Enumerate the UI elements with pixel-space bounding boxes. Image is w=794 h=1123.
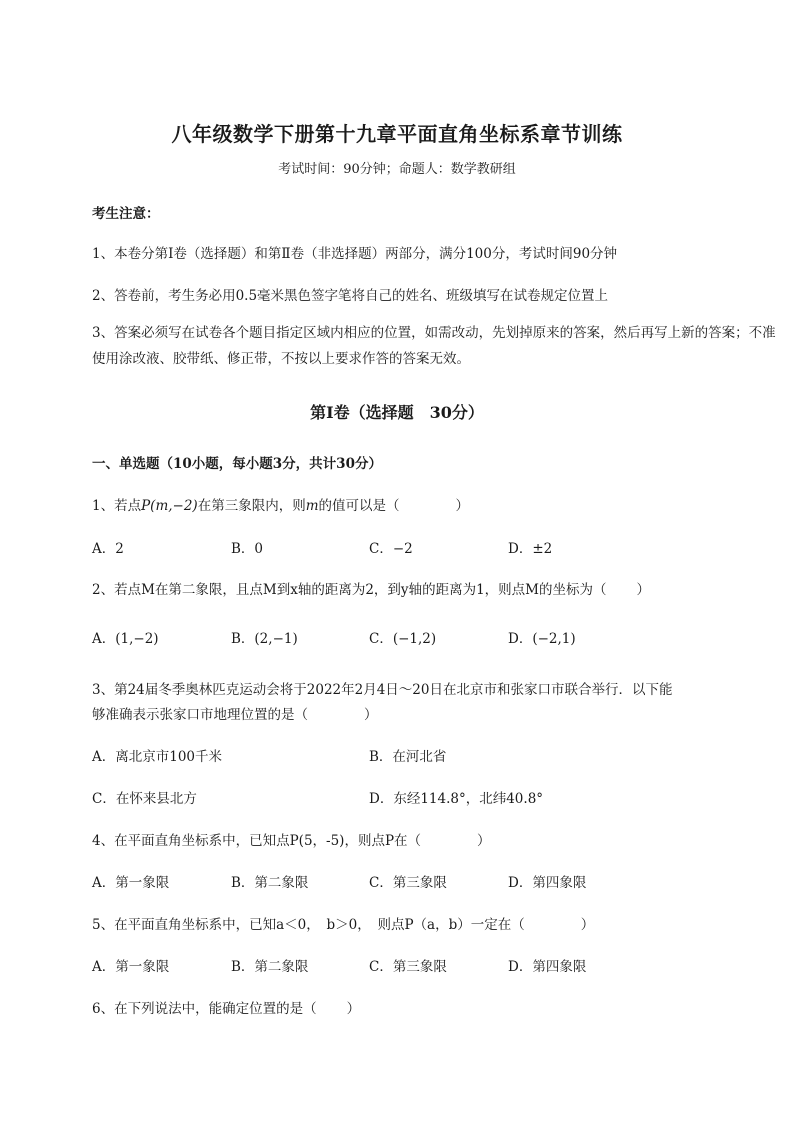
q3-option-c: C．在怀来县北方 (92, 791, 197, 807)
q4-text-end: ） (477, 833, 491, 849)
q1-option-d: D．±2 (508, 541, 553, 557)
question-1-stem (92, 494, 772, 514)
q6-text: 6、在下列说法中，能确定位置的是（ (92, 1001, 317, 1017)
q3-text-end: ） (364, 707, 378, 723)
notice-item-3: 3、答案必须写在试卷各个题目指定区域内相应的位置，如需改动，先划掉原来的答案，然后再写上新的答案；不准使用涂改液、胶带纸、修正带，不按以上要求作答的答案无效。 (92, 325, 776, 367)
q3-text: 够准确表示张家口市地理位置的是（ (92, 707, 308, 723)
question-6-stem (92, 997, 772, 1017)
q1-text-c: 的值可以是（ (318, 498, 400, 514)
q1-text-d: ） (455, 498, 470, 514)
q1-math-m: m (305, 498, 319, 514)
section-title: 第I卷（选择题 30分） (310, 403, 484, 422)
notice-item-2: 2、答卷前，考生务必用0.5毫米黑色签字笔将自己的姓名、班级填写在试卷规定位置上 (92, 288, 609, 304)
part-title: 一、单选题（10小题，每小题3分，共计30分） (92, 456, 382, 472)
q1-math-point: P(m,−2) (141, 498, 198, 514)
q2-option-d: D．(−2,1) (508, 631, 576, 647)
question-5-stem (92, 913, 772, 933)
exam-subtitle: 考试时间：90分钟；命题人：数学教研组 (278, 162, 516, 177)
q3-option-d: D．东经114.8°，北纬40.8° (369, 791, 544, 807)
question-3-stem-line2 (92, 703, 772, 723)
q2-option-c: C．(−1,2) (369, 631, 437, 647)
q5-option-d: D．第四象限 (508, 959, 587, 975)
q5-option-c: C．第三象限 (369, 959, 447, 975)
q2-text: 2、若点M在第二象限，且点M到x轴的距离为2，到y轴的距离为1，则点M的坐标为（ (92, 582, 607, 598)
notice-item-1: 1、本卷分第I卷（选择题）和第Ⅱ卷（非选择题）两部分，满分100分，考试时间90分钟 (92, 246, 618, 262)
q1-option-c: C．−2 (369, 541, 413, 557)
q5-text: 5、在平面直角坐标系中，已知a＜0， b＞0， 则点P（a，b）一定在（ (92, 917, 525, 933)
q1-text-b: 在第三象限内，则 (197, 498, 306, 514)
q5-option-a: A．第一象限 (92, 959, 170, 975)
q3-option-b: B．在河北省 (369, 749, 447, 765)
q5-text-end: ） (580, 917, 595, 933)
q2-option-b: B．(2,−1) (231, 631, 298, 647)
q6-text-end: ） (346, 1001, 361, 1017)
q3-option-a: A．离北京市100千米 (92, 749, 223, 765)
question-4-stem (92, 829, 772, 849)
q4-option-c: C．第三象限 (369, 875, 447, 891)
q2-text-end: ） (636, 582, 650, 598)
q4-option-b: B．第二象限 (231, 875, 309, 891)
q1-option-a: A．2 (92, 541, 124, 557)
question-2-stem (92, 578, 772, 598)
q4-text: 4、在平面直角坐标系中，已知点P(5，-5)，则点P在（ (92, 833, 422, 849)
q1-text-a: 1、若点 (92, 498, 142, 514)
q1-option-b: B．0 (231, 541, 264, 557)
exam-title: 八年级数学下册第十九章平面直角坐标系章节训练 (171, 122, 623, 146)
q5-option-b: B．第二象限 (231, 959, 309, 975)
notice-heading: 考生注意： (92, 206, 160, 222)
q4-option-a: A．第一象限 (92, 875, 170, 891)
q4-option-d: D．第四象限 (508, 875, 587, 891)
q2-option-a: A．(1,−2) (92, 631, 159, 647)
question-3-stem-line1: 3、第24届冬季奥林匹克运动会将于2022年2月4日～20日在北京市和张家口市联合举行．以下能 (92, 682, 673, 698)
